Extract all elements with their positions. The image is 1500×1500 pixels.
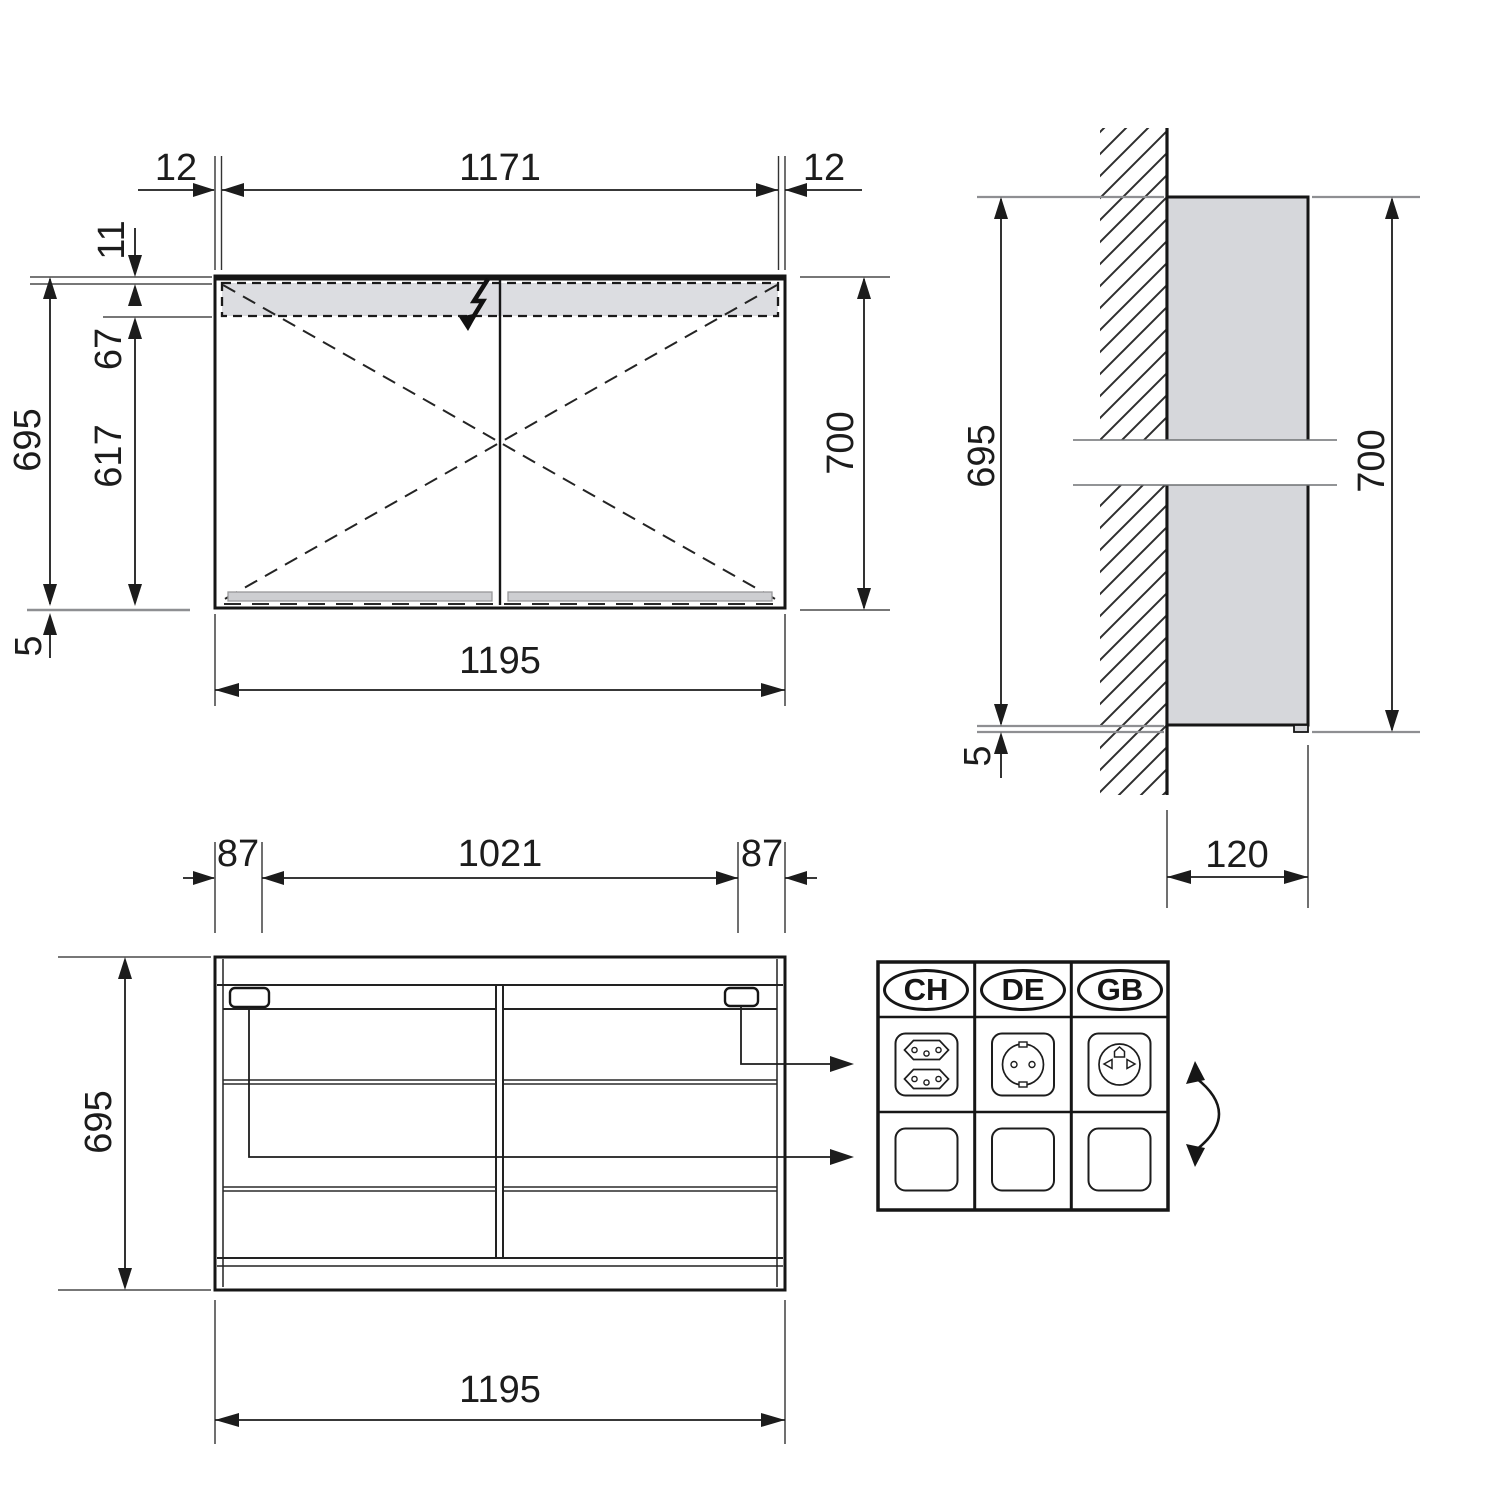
country-code-ch: CH: [903, 972, 949, 1007]
dim-label-side-gap-left: 12: [154, 147, 198, 189]
dim-label-total-height: 700: [820, 411, 862, 475]
rotation-arrows-icon: [1186, 1061, 1219, 1167]
dim-label-left-gap: 87: [216, 833, 260, 875]
dim-label-right-gap: 87: [740, 833, 784, 875]
dim-label-lower-height: 617: [88, 424, 130, 488]
side-view: [977, 128, 1420, 908]
front-view: [27, 156, 890, 706]
dim-label-side-total-height: 700: [1351, 429, 1393, 493]
door-overhang-step: [1294, 725, 1308, 732]
dim-label-light-strip: 67: [88, 327, 130, 371]
country-code-gb: GB: [1096, 972, 1144, 1007]
break-band: [1073, 440, 1337, 485]
dim-label-interior-height: 695: [78, 1090, 120, 1154]
country-badge-de: [980, 969, 1066, 1011]
internal-socket-right: [725, 988, 758, 1006]
dim-label-total-width: 1195: [459, 640, 541, 682]
door-handle-strip: [228, 592, 492, 601]
dim-label-top-offset: 11: [91, 220, 133, 260]
door-handle-strip: [508, 592, 772, 601]
blank-plate-icon: [896, 1129, 1151, 1191]
dim-label-side-overhang: 5: [957, 745, 999, 767]
schuko-socket-icon: [992, 1034, 1054, 1096]
dim-label-interior-width: 1195: [459, 1369, 541, 1411]
dim-label-depth: 120: [1205, 834, 1269, 876]
uk-socket-icon: [1089, 1034, 1151, 1096]
dim-label-carcass-height: 695: [7, 408, 49, 472]
dim-label-side-carcass-height: 695: [961, 424, 1003, 488]
country-badge-ch: [883, 969, 969, 1011]
dim-label-inner-width: 1021: [457, 833, 543, 875]
dim-label-door-overhang: 5: [8, 635, 50, 657]
interior-view: [58, 842, 854, 1444]
country-code-de: DE: [1001, 972, 1045, 1007]
cabinet-interior-outline: [215, 957, 785, 1290]
swiss-socket-icon: [896, 1034, 958, 1096]
country-badge-gb: [1077, 969, 1163, 1011]
dim-label-side-gap-right: 12: [802, 147, 846, 189]
internal-socket-left: [230, 988, 269, 1007]
dim-label-mirror-width: 1171: [459, 147, 541, 189]
